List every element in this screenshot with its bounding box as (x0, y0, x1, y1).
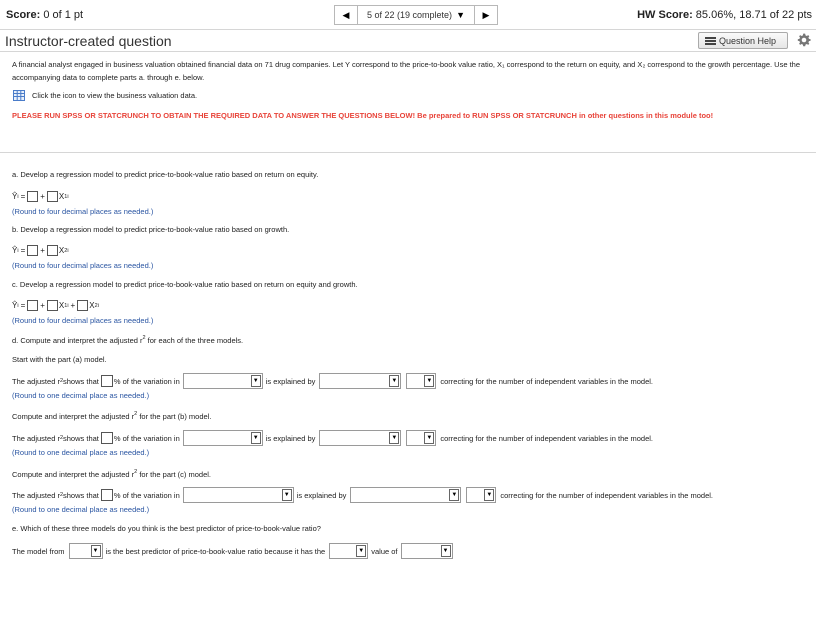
part-d-text-post: for each of the three models. (145, 336, 244, 345)
part-e-text: e. Which of these three models do you think is the best predictor of price-to-book-value ratio? (12, 524, 321, 533)
x-variable: X (89, 301, 95, 310)
adj-r2-a-correcting-select[interactable] (406, 373, 436, 389)
part-c-round-hint: (Round to four decimal places as needed.) (12, 316, 154, 325)
superscript-2: 2 (59, 492, 64, 498)
plus-sign: + (40, 301, 45, 310)
x-variable: X (58, 246, 65, 255)
question-select[interactable] (358, 5, 474, 25)
part-a-round-hint: (Round to four decimal places as needed.) (12, 207, 154, 216)
next-question-button[interactable] (474, 5, 498, 25)
adj-r2-b-explained-by-select[interactable] (319, 430, 401, 446)
hw-score (637, 9, 812, 21)
caret-down-icon: ▼ (389, 432, 399, 444)
caret-down-icon: ▼ (251, 432, 261, 444)
adj-r2-a-variation-select[interactable] (183, 373, 263, 389)
compute-b-post: for the part (b) model. (137, 412, 212, 421)
adj-r2-row-b (12, 430, 653, 446)
compute-pre: Compute and interpret the adjusted r (12, 470, 135, 479)
adj-r2-b-variation-select[interactable] (183, 430, 263, 446)
score-value: 0 of 1 pt (43, 9, 84, 21)
caret-down-icon: ▼ (251, 375, 261, 387)
plus-sign: + (40, 246, 45, 255)
adj-pct: % of the variation in (113, 433, 180, 443)
adj-r2-a-round-hint: (Round to one decimal place as needed.) (12, 391, 150, 400)
superscript-2: 2 (142, 335, 146, 341)
question-help-button[interactable] (698, 32, 788, 49)
part-a-equation (12, 191, 69, 202)
caret-down-icon: ▼ (424, 375, 434, 387)
plus-sign: + (40, 192, 45, 201)
compute-b-text (12, 411, 211, 421)
subscript-1i: 1i (64, 302, 69, 309)
adj-explained: is explained by (296, 490, 347, 500)
adj-pct: % of the variation in (113, 376, 180, 386)
part-c-intercept-input[interactable] (27, 300, 38, 311)
part-d-text-pre: d. Compute and interpret the adjusted r (12, 336, 143, 345)
adj-pre: The adjusted r (12, 433, 60, 443)
part-c-equation (12, 300, 99, 311)
part-d-text (12, 335, 243, 345)
part-a-intercept-input[interactable] (27, 191, 38, 202)
part-c-text: c. Develop a regression model to predict price-to-book-value ratio based on return on equity and growth. (12, 280, 358, 289)
part-e-answer-row (12, 543, 453, 559)
superscript-2: 2 (59, 378, 64, 384)
caret-down-icon: ▼ (484, 489, 494, 501)
compute-c-post: for the part (c) model. (137, 470, 212, 479)
part-b-equation (12, 245, 69, 256)
subscript-i: i (17, 247, 19, 254)
intro-text: A financial analyst engaged in business valuation obtained financial data on 71 drug companies. Let Y correspond to the price-to-book value ratio, X₁ correspond to the return on equity, and X₂ correspond to the growth percentage. Use the accompanying data to complete parts a. through e. below. (12, 60, 801, 82)
data-icon-text: Click the icon to view the business valuation data. (32, 91, 198, 100)
equals-sign: = (20, 246, 26, 255)
plus-sign: + (70, 301, 76, 310)
adj-shows: shows that (63, 433, 99, 443)
adj-shows: shows that (63, 376, 99, 386)
superscript-2: 2 (59, 435, 64, 441)
warning-text: PLEASE RUN SPSS OR STATCRUNCH TO OBTAIN THE REQUIRED DATA TO ANSWER THE QUESTIONS BELOW! Be prepared to RUN SPSS OR STATCRUNCH in other questions in this module too! (12, 111, 714, 120)
question-navigator (334, 5, 498, 25)
adj-r2-a-explained-by-select[interactable] (319, 373, 401, 389)
question-help-label: Question Help (719, 35, 777, 46)
top-bar (0, 0, 816, 30)
question-title: Instructor-created question (5, 33, 172, 49)
adj-shows: shows that (63, 490, 99, 500)
subscript-2i: 2i (94, 302, 99, 309)
part-b-slope-input[interactable] (47, 245, 58, 256)
x-variable: X (58, 301, 65, 310)
adj-pre: The adjusted r (12, 376, 60, 386)
part-b-round-hint: (Round to four decimal places as needed.) (12, 261, 154, 270)
y-hat: Ŷ (12, 192, 18, 201)
e-is-best: is the best predictor of price-to-book-value ratio because it has the (105, 546, 326, 556)
next-arrow-icon: ▶ (482, 9, 490, 20)
data-icon-link[interactable] (12, 90, 808, 101)
adj-correct: correcting for the number of independent variables in the model. (440, 376, 654, 386)
menu-lines-icon (705, 37, 716, 45)
subscript-i: i (17, 193, 19, 200)
caret-down-icon: ▼ (456, 10, 465, 20)
adj-r2-c-variation-select[interactable] (183, 487, 294, 503)
progress-text: 5 of 22 (19 complete) (367, 10, 453, 20)
adj-pre: The adjusted r (12, 490, 60, 500)
caret-down-icon: ▼ (282, 489, 292, 501)
e-model-from: The model from (12, 546, 65, 556)
subscript-2i: 2i (64, 247, 69, 254)
adj-r2-a-percent-input[interactable] (101, 375, 113, 387)
compute-pre: Compute and interpret the adjusted r (12, 412, 135, 421)
best-criterion-select[interactable] (329, 543, 368, 559)
adj-r2-c-round-hint: (Round to one decimal place as needed.) (12, 505, 150, 514)
adj-explained: is explained by (265, 376, 316, 386)
hw-score-label: HW Score: (637, 9, 693, 21)
part-c-x2-coef-input[interactable] (77, 300, 88, 311)
caret-down-icon: ▼ (424, 432, 434, 444)
prev-arrow-icon: ◀ (342, 9, 350, 20)
adj-pct: % of the variation in (113, 490, 180, 500)
hw-score-value: 85.06%, 18.71 of 22 pts (695, 9, 812, 21)
adj-correct: correcting for the number of independent variables in the model. (440, 433, 654, 443)
subscript-1i: 1i (64, 193, 69, 200)
part-d-start: Start with the part (a) model. (12, 355, 107, 364)
previous-question-button[interactable] (334, 5, 358, 25)
adj-r2-c-correcting-select[interactable] (466, 487, 496, 503)
adj-r2-row-c (12, 487, 713, 503)
adj-r2-c-percent-input[interactable] (101, 489, 113, 501)
best-statistic-select[interactable] (401, 543, 453, 559)
y-hat: Ŷ (12, 246, 18, 255)
adj-correct: correcting for the number of independent variables in the model. (500, 490, 714, 500)
score (6, 9, 83, 21)
part-b-text: b. Develop a regression model to predict price-to-book-value ratio based on growth. (12, 225, 290, 234)
compute-c-text (12, 469, 211, 479)
adj-r2-b-round-hint: (Round to one decimal place as needed.) (12, 448, 150, 457)
caret-down-icon: ▼ (441, 545, 451, 557)
adj-r2-row-a (12, 373, 653, 389)
y-hat: Ŷ (12, 301, 18, 310)
caret-down-icon: ▼ (389, 375, 399, 387)
gear-icon[interactable] (796, 32, 812, 48)
e-value-of: value of (371, 546, 398, 556)
best-model-select[interactable] (69, 543, 103, 559)
adj-r2-b-percent-input[interactable] (101, 432, 113, 444)
equals-sign: = (20, 192, 26, 201)
adj-explained: is explained by (265, 433, 316, 443)
part-a-slope-input[interactable] (47, 191, 58, 202)
divider (0, 152, 816, 153)
equals-sign: = (20, 301, 26, 310)
superscript-2: 2 (134, 469, 138, 475)
title-bar (0, 30, 816, 52)
grid-table-icon[interactable] (13, 90, 25, 101)
part-a-text: a. Develop a regression model to predict price-to-book-value ratio based on return on equity. (12, 170, 319, 179)
caret-down-icon: ▼ (91, 545, 101, 557)
superscript-2: 2 (134, 411, 138, 417)
x-variable: X (58, 192, 65, 201)
score-label: Score: (6, 9, 41, 21)
subscript-i: i (17, 302, 19, 309)
caret-down-icon: ▼ (356, 545, 366, 557)
adj-r2-b-correcting-select[interactable] (406, 430, 436, 446)
part-b-intercept-input[interactable] (27, 245, 38, 256)
adj-r2-c-explained-by-select[interactable] (350, 487, 461, 503)
problem-statement (12, 58, 808, 121)
caret-down-icon: ▼ (449, 489, 459, 501)
footer-area (0, 565, 816, 627)
part-c-x1-coef-input[interactable] (47, 300, 58, 311)
